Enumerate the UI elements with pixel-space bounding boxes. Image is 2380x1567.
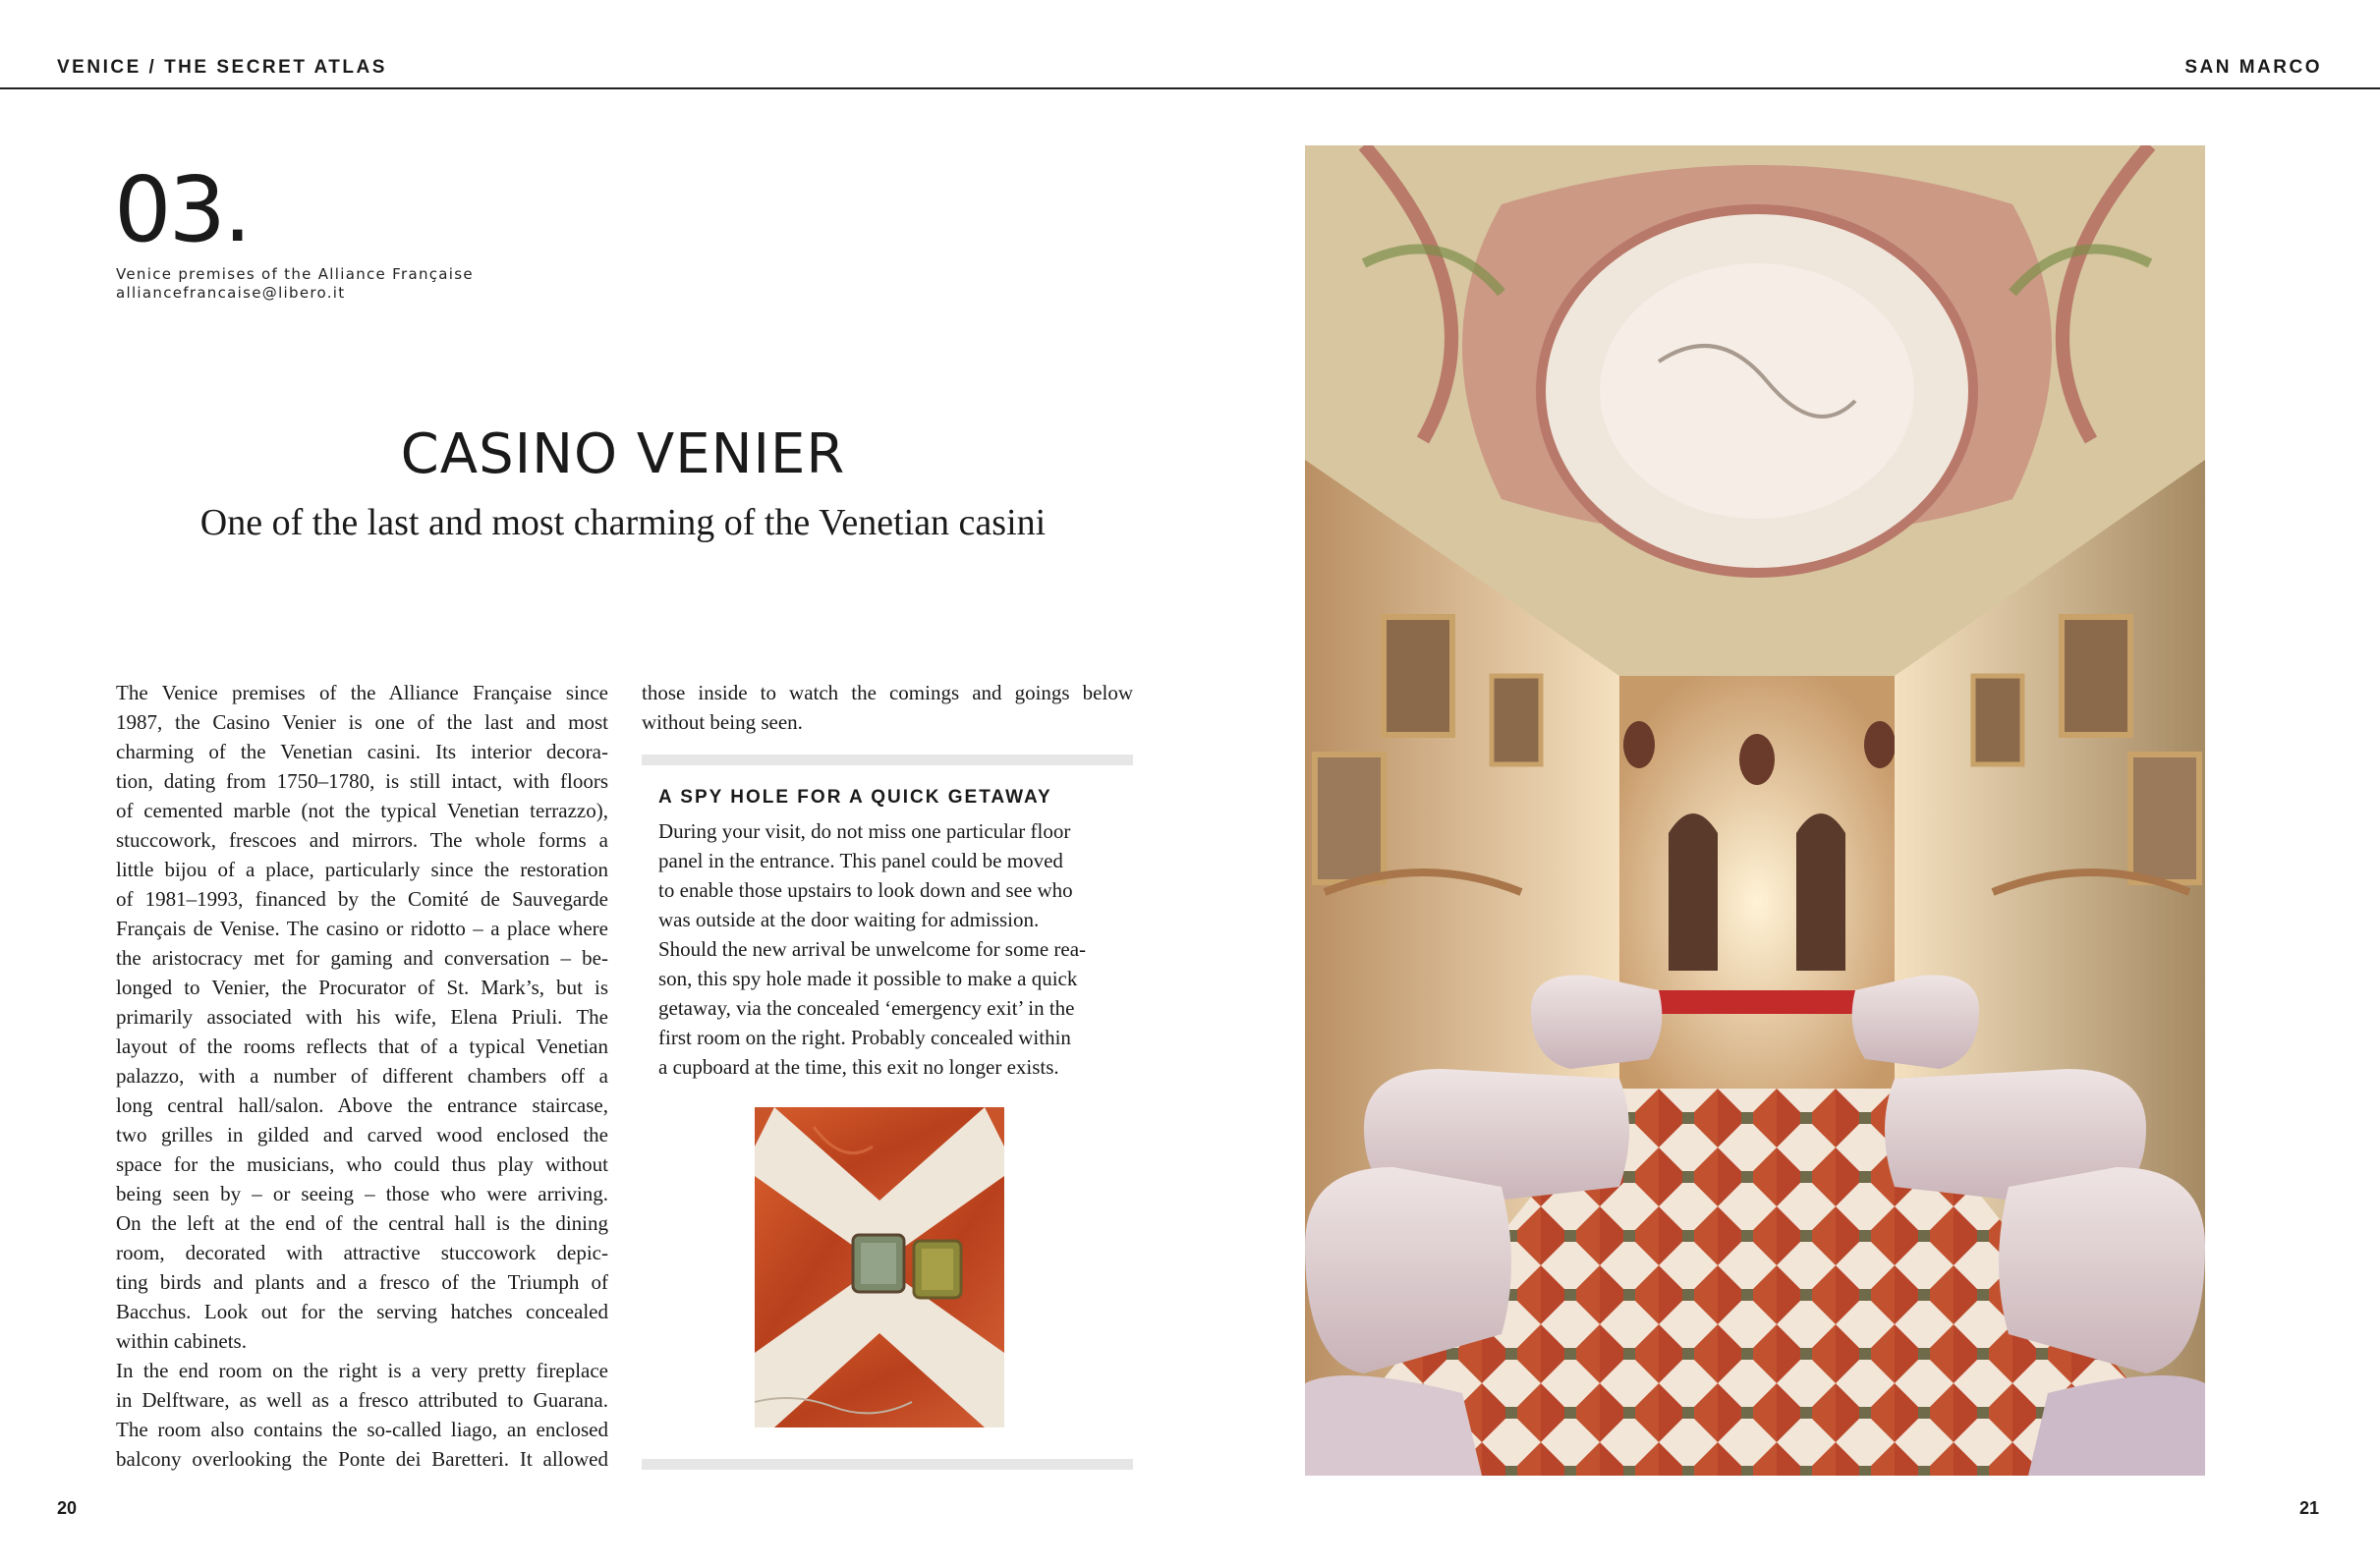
body-line: in Delftware, as well as a fresco attributed to Guarana.: [116, 1388, 608, 1412]
body-line: two grilles in gilded and carved wood enclosed the: [116, 1123, 608, 1147]
running-head-right: SAN MARCO: [2184, 57, 2322, 78]
page-number-right: 21: [2298, 1498, 2319, 1518]
body-line: room, decorated with attractive stuccowork depic-: [116, 1241, 608, 1264]
body-line: those inside to watch the comings and goings below: [642, 681, 1133, 704]
sidebox-line: getaway, via the concealed ‘emergency exit’ in the: [658, 996, 1075, 1020]
body-line: long central hall/salon. Above the entrance staircase,: [116, 1093, 608, 1117]
page-subtitle: One of the last and most charming of the Venetian casini: [199, 502, 1047, 543]
body-line: charming of the Venetian casini. Its interior decora-: [116, 740, 608, 763]
body-line: primarily associated with his wife, Elena Priuli. The: [116, 1005, 608, 1029]
body-line: longed to Venier, the Procurator of St. Mark’s, but is: [116, 976, 608, 999]
body-line: without being seen.: [642, 710, 803, 734]
sidebox-line: panel in the entrance. This panel could be moved: [658, 849, 1063, 872]
page-number-left: 20: [57, 1498, 78, 1518]
running-head-left: VENICE / THE SECRET ATLAS: [57, 57, 387, 78]
body-line: space for the musicians, who could thus play without: [116, 1152, 608, 1176]
header-rule: [0, 87, 2380, 89]
body-line: In the end room on the right is a very pretty fireplace: [116, 1359, 608, 1382]
body-line: The room also contains the so-called liago, an enclosed: [116, 1418, 608, 1441]
body-line: On the left at the end of the central hall is the dining: [116, 1211, 608, 1235]
body-column-1: [116, 678, 608, 1474]
body-line: tion, dating from 1750–1780, is still intact, with floors: [116, 769, 608, 793]
body-line: stuccowork, frescoes and mirrors. The whole forms a: [116, 828, 608, 852]
sidebox-line: a cupboard at the time, this exit no longer exists.: [658, 1055, 1059, 1079]
sidebox-line: first room on the right. Probably concealed within: [658, 1026, 1071, 1049]
sidebox-line: was outside at the door waiting for admission.: [658, 908, 1040, 931]
body-column-2: [642, 678, 1133, 737]
sidebox-line: son, this spy hole made it possible to make a quick: [658, 967, 1078, 990]
body-line: ting birds and plants and a fresco of the Triumph of: [116, 1270, 608, 1294]
entry-number: 03.: [114, 157, 250, 262]
body-line: of cemented marble (not the typical Venetian terrazzo),: [116, 799, 608, 822]
address-line-1: Venice premises of the Alliance Française: [116, 265, 474, 283]
body-line: the aristocracy met for gaming and conversation – be-: [116, 946, 608, 970]
body-line: balcony overlooking the Ponte dei Baretteri. It allowed: [116, 1447, 608, 1471]
sidebox-heading: A SPY HOLE FOR A QUICK GETAWAY: [658, 787, 1052, 808]
body-line: layout of the rooms reflects that of a typical Venetian: [116, 1035, 608, 1058]
body-line: of 1981–1993, financed by the Comité de Sauvegarde: [116, 887, 608, 911]
sidebox-body: [658, 816, 1116, 1082]
floor-panel-photo: [755, 1107, 1004, 1427]
page-title: CASINO VENIER: [400, 422, 846, 486]
body-line: The Venice premises of the Alliance Française since: [116, 681, 608, 704]
body-line: being seen by – or seeing – those who were arriving.: [116, 1182, 608, 1205]
address-email: alliancefrancaise@libero.it: [116, 284, 346, 302]
sidebox-top-bar: [642, 755, 1133, 765]
sidebox-bottom-bar: [642, 1459, 1133, 1470]
body-line: 1987, the Casino Venier is one of the last and most: [116, 710, 608, 734]
body-line: Français de Venise. The casino or ridotto – a place where: [116, 917, 608, 940]
sidebox-line: During your visit, do not miss one particular floor: [658, 819, 1071, 843]
body-line: palazzo, with a number of different chambers off a: [116, 1064, 608, 1088]
body-line: within cabinets.: [116, 1329, 247, 1353]
sidebox-line: Should the new arrival be unwelcome for some rea-: [658, 937, 1087, 961]
casino-interior-photo: [1305, 145, 2205, 1476]
body-line: little bijou of a place, particularly since the restoration: [116, 858, 608, 881]
sidebox-line: to enable those upstairs to look down and see who: [658, 878, 1073, 902]
body-line: Bacchus. Look out for the serving hatches concealed: [116, 1300, 608, 1323]
